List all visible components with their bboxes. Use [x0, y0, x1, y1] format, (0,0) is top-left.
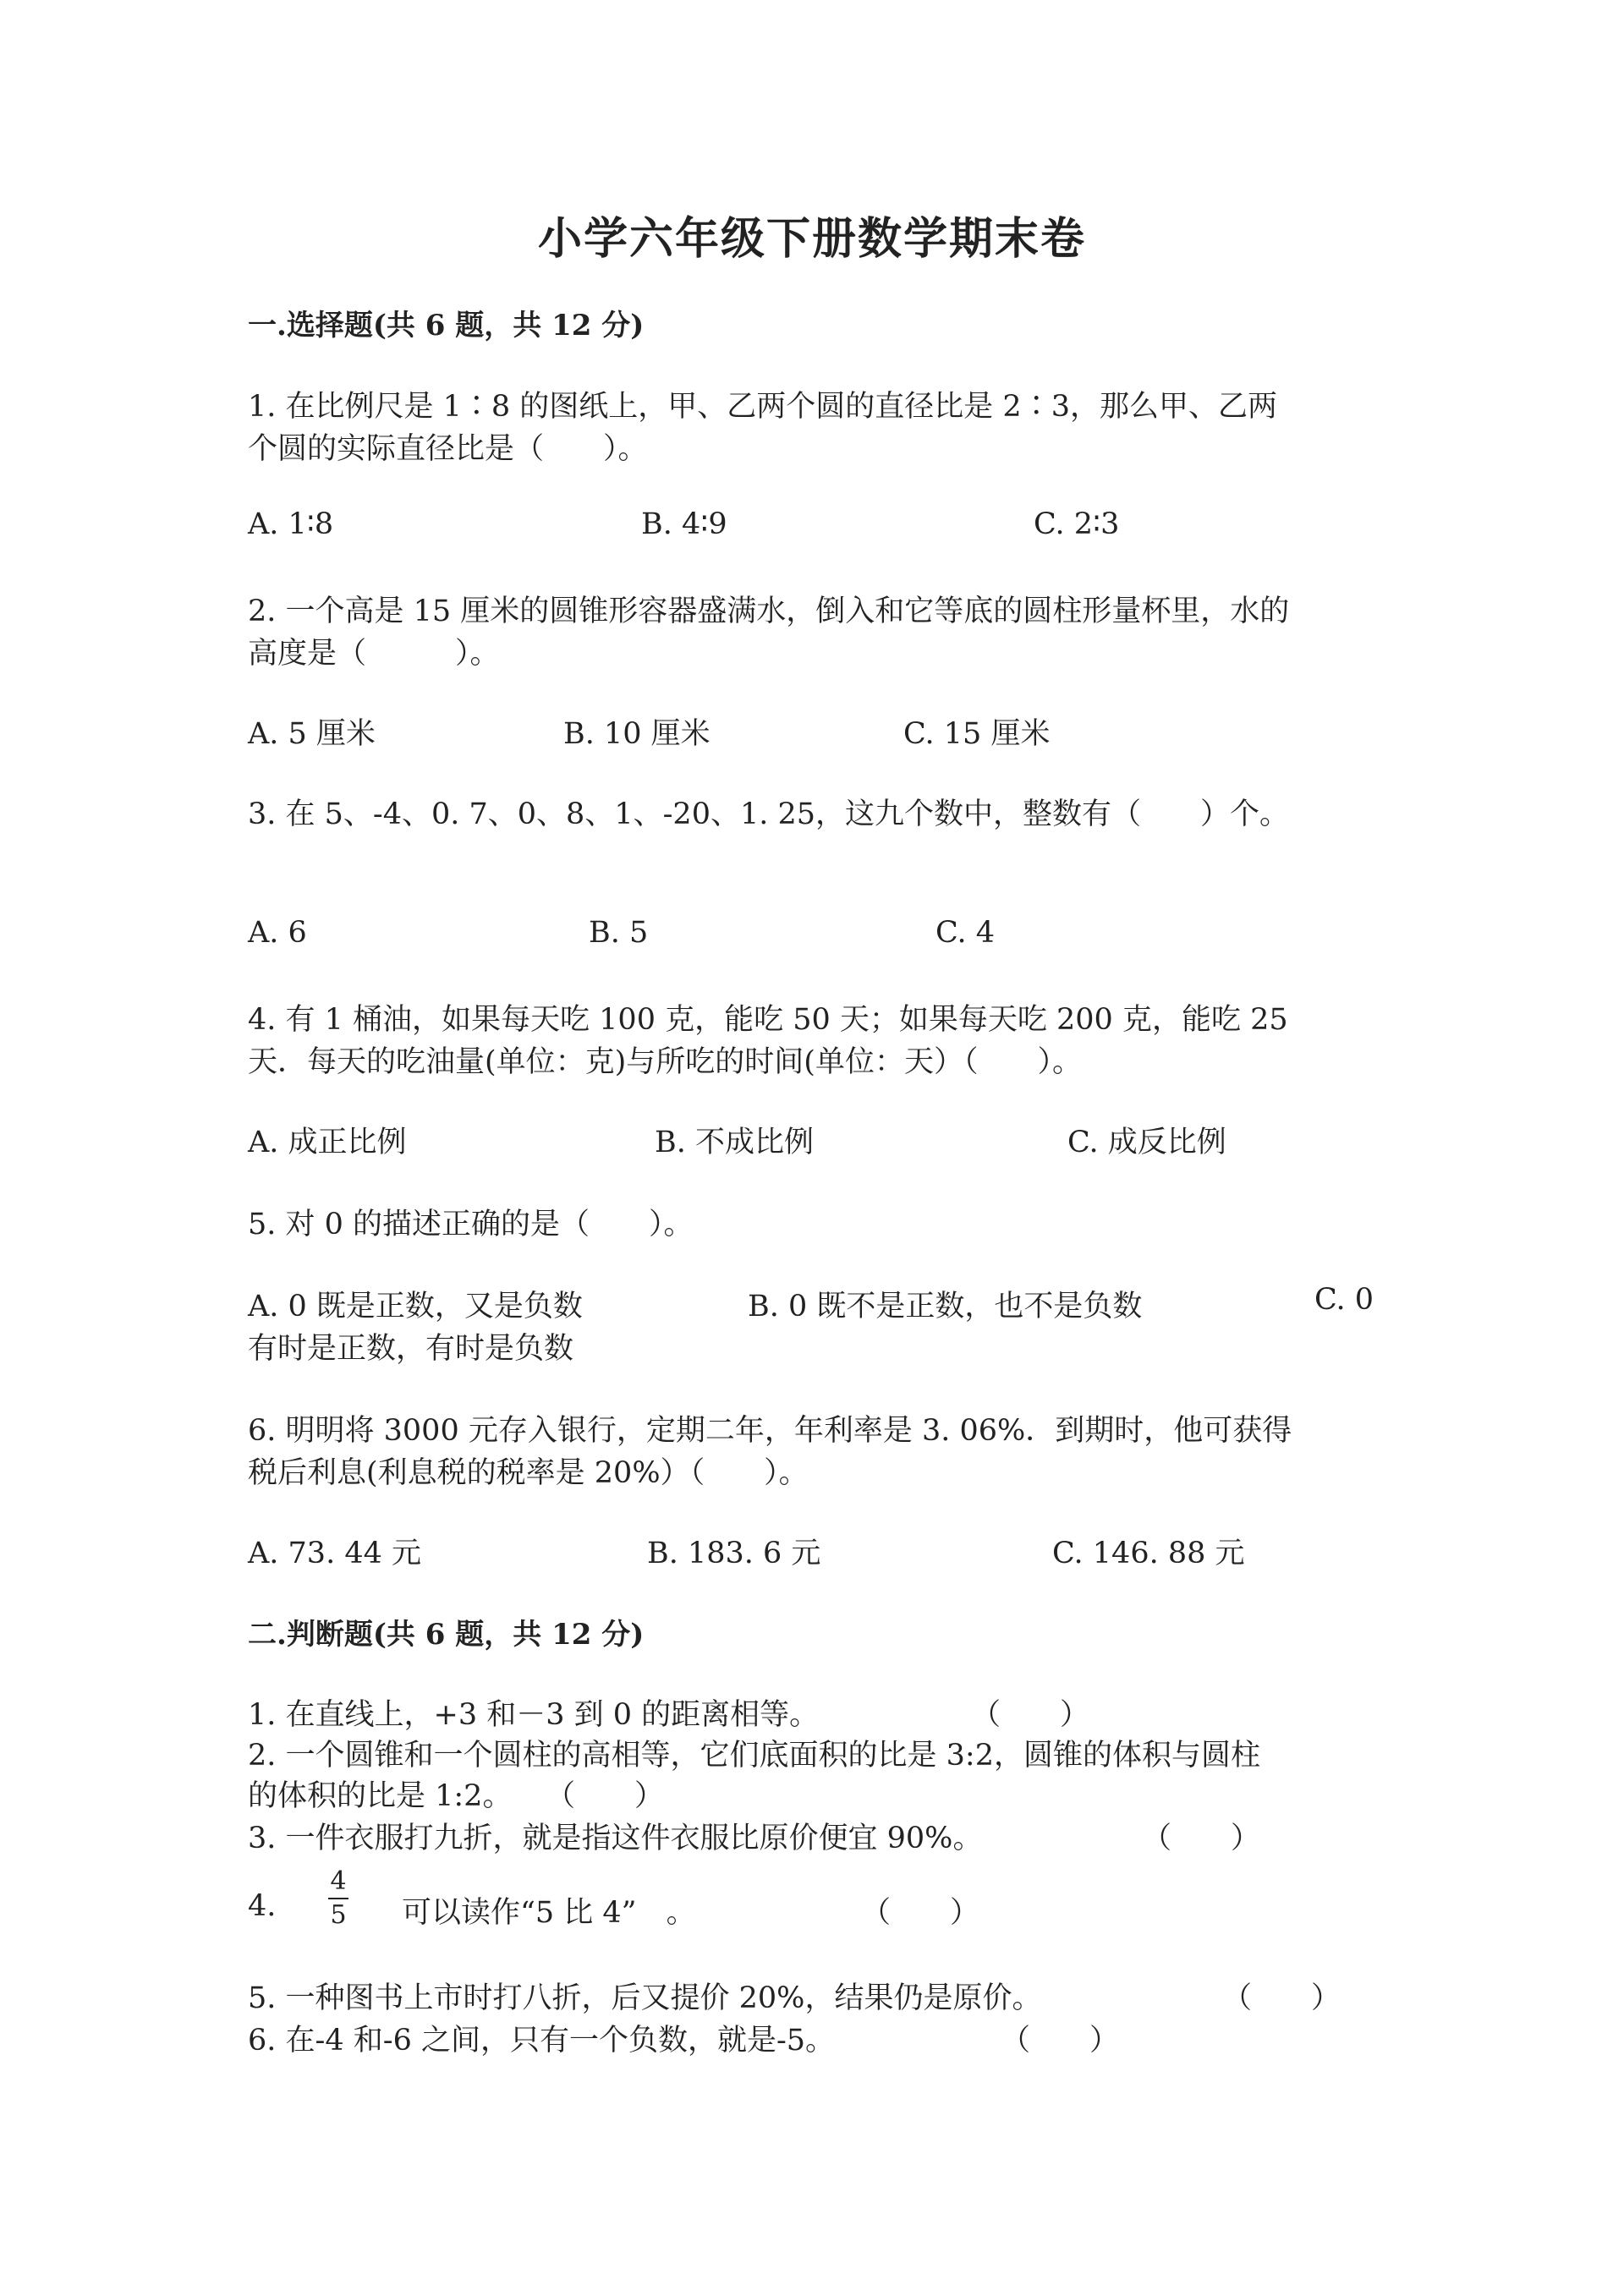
question-6-line-1: 6. 明明将 3000 元存入银行，定期二年，年利率是 3. 06%．到期时，他可获得 [248, 1414, 1292, 1448]
question-1-line-1: 1. 在比例尺是 1∶8 的图纸上，甲、乙两个圆的直径比是 2∶3，那么甲、乙两 [248, 390, 1277, 424]
judgement-1-text: 1. 在直线上，+3 和－3 到 0 的距离相等。 [248, 1698, 820, 1732]
fraction-denominator: 5 [330, 1900, 347, 1930]
judgement-4-blank[interactable]: （ ） [861, 1896, 980, 1930]
question-4-option-b[interactable]: B. 不成比例 [655, 1126, 814, 1159]
question-2-line-2: 高度是（ ）。 [248, 637, 500, 671]
question-3-option-b[interactable]: B. 5 [589, 916, 649, 950]
judgement-2-blank[interactable]: （ ） [546, 1779, 665, 1813]
question-3-option-a[interactable]: A. 6 [248, 916, 307, 950]
question-5-option-a[interactable]: A. 0 既是正数，又是负数 [248, 1290, 583, 1323]
question-1-option-b[interactable]: B. 4∶9 [641, 507, 727, 541]
page-title: 小学六年级下册数学期末卷 [537, 213, 1086, 265]
question-6-option-a[interactable]: A. 73. 44 元 [248, 1537, 421, 1570]
question-4-line-1: 4. 有 1 桶油，如果每天吃 100 克，能吃 50 天；如果每天吃 200 克，能吃 25 [248, 1003, 1288, 1037]
judgement-6-text: 6. 在-4 和-6 之间，只有一个负数，就是-5。 [248, 2024, 836, 2058]
question-5-option-c[interactable]: C. 0 [1314, 1283, 1374, 1317]
question-1-option-c[interactable]: C. 2∶3 [1034, 507, 1120, 541]
judgement-5-text: 5. 一种图书上市时打八折，后又提价 20%，结果仍是原价。 [248, 1981, 1042, 2015]
question-5-option-b[interactable]: B. 0 既不是正数，也不是负数 [748, 1290, 1143, 1323]
judgement-4-text: 可以读作“5 比 4” 。 [402, 1896, 696, 1930]
judgement-5-blank[interactable]: （ ） [1222, 1981, 1341, 2015]
judgement-4-number: 4. [248, 1889, 277, 1923]
fraction-bar [328, 1898, 348, 1899]
question-3-option-c[interactable]: C. 4 [935, 916, 996, 950]
judgement-1-blank[interactable]: （ ） [971, 1698, 1090, 1732]
question-4-option-c[interactable]: C. 成反比例 [1067, 1126, 1226, 1159]
question-3-line-1: 3. 在 5、-4、0. 7、0、8、1、-20、1. 25，这九个数中，整数有（ ）个。 [248, 797, 1290, 831]
question-1-line-2: 个圆的实际直径比是（ ）。 [248, 432, 648, 466]
question-6-option-c[interactable]: C. 146. 88 元 [1052, 1537, 1245, 1570]
judgement-3-blank[interactable]: （ ） [1142, 1822, 1261, 1855]
question-2-option-b[interactable]: B. 10 厘米 [563, 717, 710, 751]
fraction-four-fifths [328, 1866, 348, 1930]
section-heading-judgement: 二.判断题(共 6 题，共 12 分) [248, 1618, 645, 1652]
judgement-6-blank[interactable]: （ ） [1001, 2024, 1120, 2058]
question-1-option-a[interactable]: A. 1∶8 [248, 507, 334, 541]
question-2-option-a[interactable]: A. 5 厘米 [248, 717, 376, 751]
question-6-line-2: 税后利息(利息税的税率是 20%）（ ）。 [248, 1456, 809, 1490]
question-4-line-2: 天．每天的吃油量(单位：克)与所吃的时间(单位：天）（ ）。 [248, 1045, 1082, 1079]
question-2-option-c[interactable]: C. 15 厘米 [903, 717, 1051, 751]
judgement-2-text-line-1: 2. 一个圆锥和一个圆柱的高相等，它们底面积的比是 3:2，圆锥的体积与圆柱 [248, 1739, 1260, 1773]
question-5-line-1: 5. 对 0 的描述正确的是（ ）。 [248, 1208, 694, 1241]
judgement-2-text-line-2: 的体积的比是 1:2。 [248, 1779, 513, 1813]
section-heading-choice: 一.选择题(共 6 题，共 12 分) [248, 309, 645, 342]
question-5-option-c-continued: 有时是正数，有时是负数 [248, 1332, 574, 1366]
judgement-3-text: 3. 一件衣服打九折，就是指这件衣服比原价便宜 90%。 [248, 1822, 983, 1855]
question-6-option-b[interactable]: B. 183. 6 元 [647, 1537, 821, 1570]
question-4-option-a[interactable]: A. 成正比例 [248, 1126, 407, 1159]
fraction-numerator: 4 [330, 1866, 347, 1896]
question-2-line-1: 2. 一个高是 15 厘米的圆锥形容器盛满水，倒入和它等底的圆柱形量杯里，水的 [248, 595, 1290, 628]
